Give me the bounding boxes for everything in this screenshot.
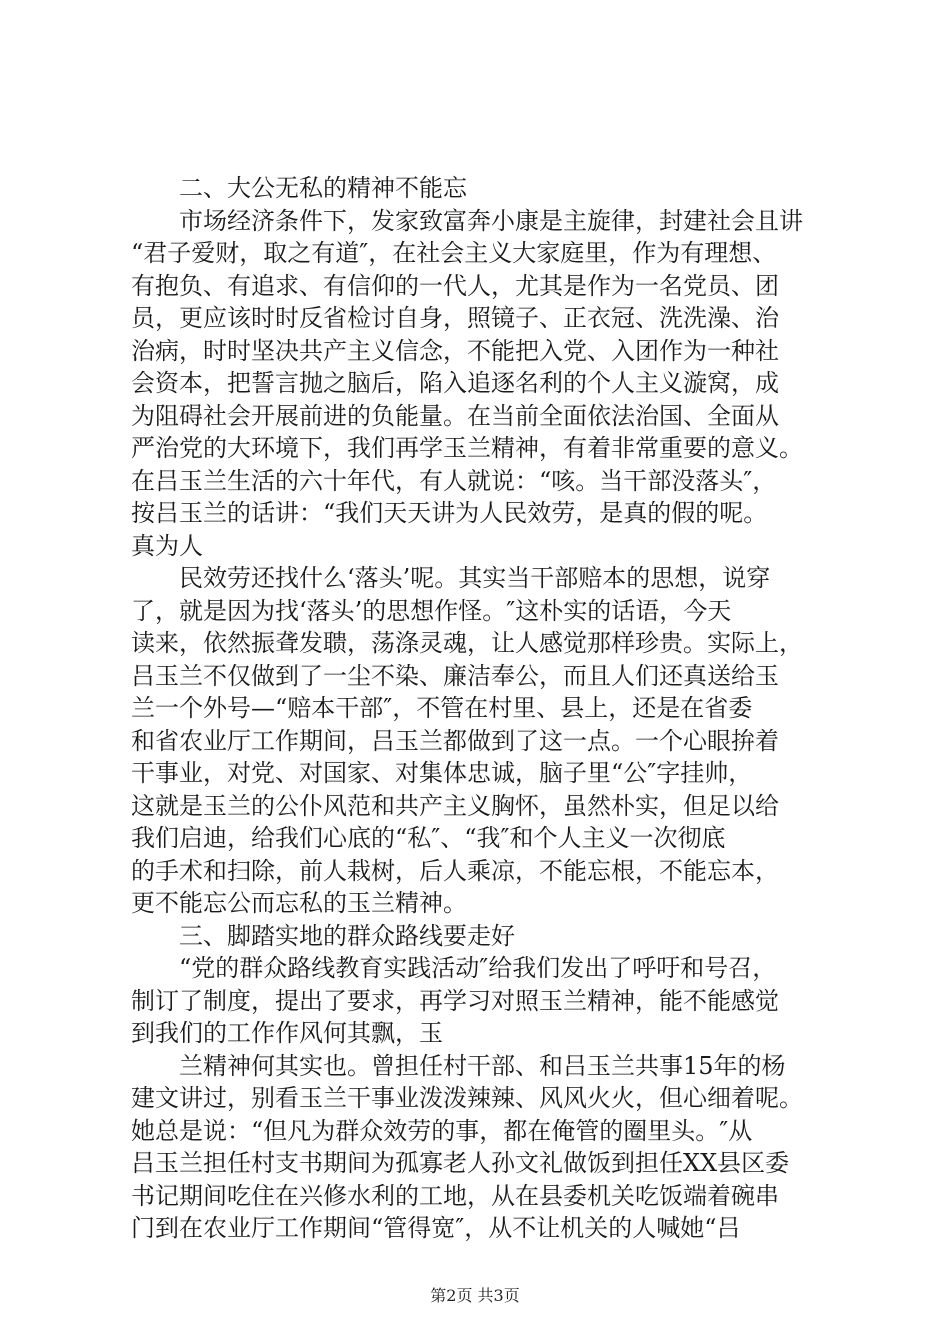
text-line: 市场经济条件下，发家致富奔小康是主旋律，封建社会且讲 — [179, 206, 803, 235]
page-footer: 第2页 共3页 — [430, 1286, 520, 1305]
text-line: 会资本，把誓言抛之脑后，陷入追逐名利的个人主义漩窝，成 — [131, 369, 779, 397]
text-line: 干事业，对党、对国家、对集体忠诚，脑子里“公″字挂帅， — [131, 759, 753, 787]
text-line: 制订了制度，提出了要求，再学习对照玉兰精神，能不能感觉 — [131, 986, 779, 1015]
text-line: 我们启迪，给我们心底的“私″、“我″和个人主义一次彻底 — [131, 824, 726, 852]
text-line: “党的群众路线教育实践活动″给我们发出了呼吁和号召， — [179, 954, 777, 982]
text-line: 治病，时时坚决共产主义信念，不能把入党、入团作为一种社 — [131, 336, 779, 365]
text-line: 吕玉兰担任村支书期间为孤寡老人孙文礼做饭到担任XX县区委 — [131, 1149, 790, 1177]
text-line: 吕玉兰不仅做到了一尘不染、廉洁奉公，而且人们还真送给玉 — [131, 661, 779, 690]
text-line: 兰精神何其实也。曾担任村干部、和吕玉兰共事15年的杨 — [179, 1051, 786, 1080]
document-body — [131, 172, 831, 1245]
text-line: 这就是玉兰的公仆风范和共产主义胸怀，虽然朴实，但足以给 — [131, 791, 779, 820]
text-line: 的手术和扫除，前人栽树，后人乘凉，不能忘根，不能忘本， — [131, 856, 779, 885]
text-line: 员，更应该时时反省检讨自身，照镜子、正衣冠、洗洗澡、治 — [131, 304, 779, 332]
text-line: 为阻碍社会开展前进的负能量。在当前全面依法治国、全面从 — [131, 401, 779, 430]
text-line: 更不能忘公而忘私的玉兰精神。 — [131, 889, 467, 917]
text-line: 有抱负、有追求、有信仰的一代人，尤其是作为一名党员、团 — [131, 271, 779, 300]
text-line: 书记期间吃住在兴修水利的工地，从在县委机关吃饭端着碗串 — [131, 1181, 779, 1210]
text-line: “君子爱财，取之有道″，在社会主义大家庭里，作为有理想、 — [131, 239, 777, 267]
text-line: 严治党的大环境下，我们再学玉兰精神，有着非常重要的意义。 — [131, 434, 803, 462]
text-line: 真为人 — [131, 531, 203, 560]
section-heading: 三、脚踏实地的群众路线要走好 — [179, 921, 515, 950]
text-line: 门到在农业厅工作期间“管得宽″，从不让机关的人喊她“吕 — [131, 1214, 741, 1242]
section-heading: 二、大公无私的精神不能忘 — [179, 174, 467, 202]
text-line: 她总是说：“但凡为群众效劳的事，都在俺管的圈里头。″从 — [131, 1116, 753, 1145]
text-line: 建文讲过，别看玉兰干事业泼泼辣辣、风风火火，但心细着呢。 — [131, 1084, 803, 1112]
text-line: 到我们的工作作风何其飘，玉 — [131, 1019, 443, 1047]
text-line: 读来，依然振聋发聩，荡涤灵魂，让人感觉那样珍贵。实际上， — [131, 629, 803, 657]
text-line: 了，就是因为找‘落头’的思想作怪。″这朴实的话语，今天 — [131, 596, 732, 625]
text-line: 兰一个外号—“赔本干部″，不管在村里、县上，还是在省委 — [131, 694, 753, 722]
text-line: 和省农业厅工作期间，吕玉兰都做到了这一点。一个心眼拚着 — [131, 726, 779, 755]
text-line: 在吕玉兰生活的六十年代，有人就说：“咳。当干部没落头″， — [131, 466, 777, 495]
text-line: 民效劳还找什么‘落头’呢。其实当干部赔本的思想，说穿 — [179, 564, 771, 592]
text-line: 按吕玉兰的话讲：“我们天天讲为人民效劳，是真的假的呢。 — [131, 499, 768, 527]
